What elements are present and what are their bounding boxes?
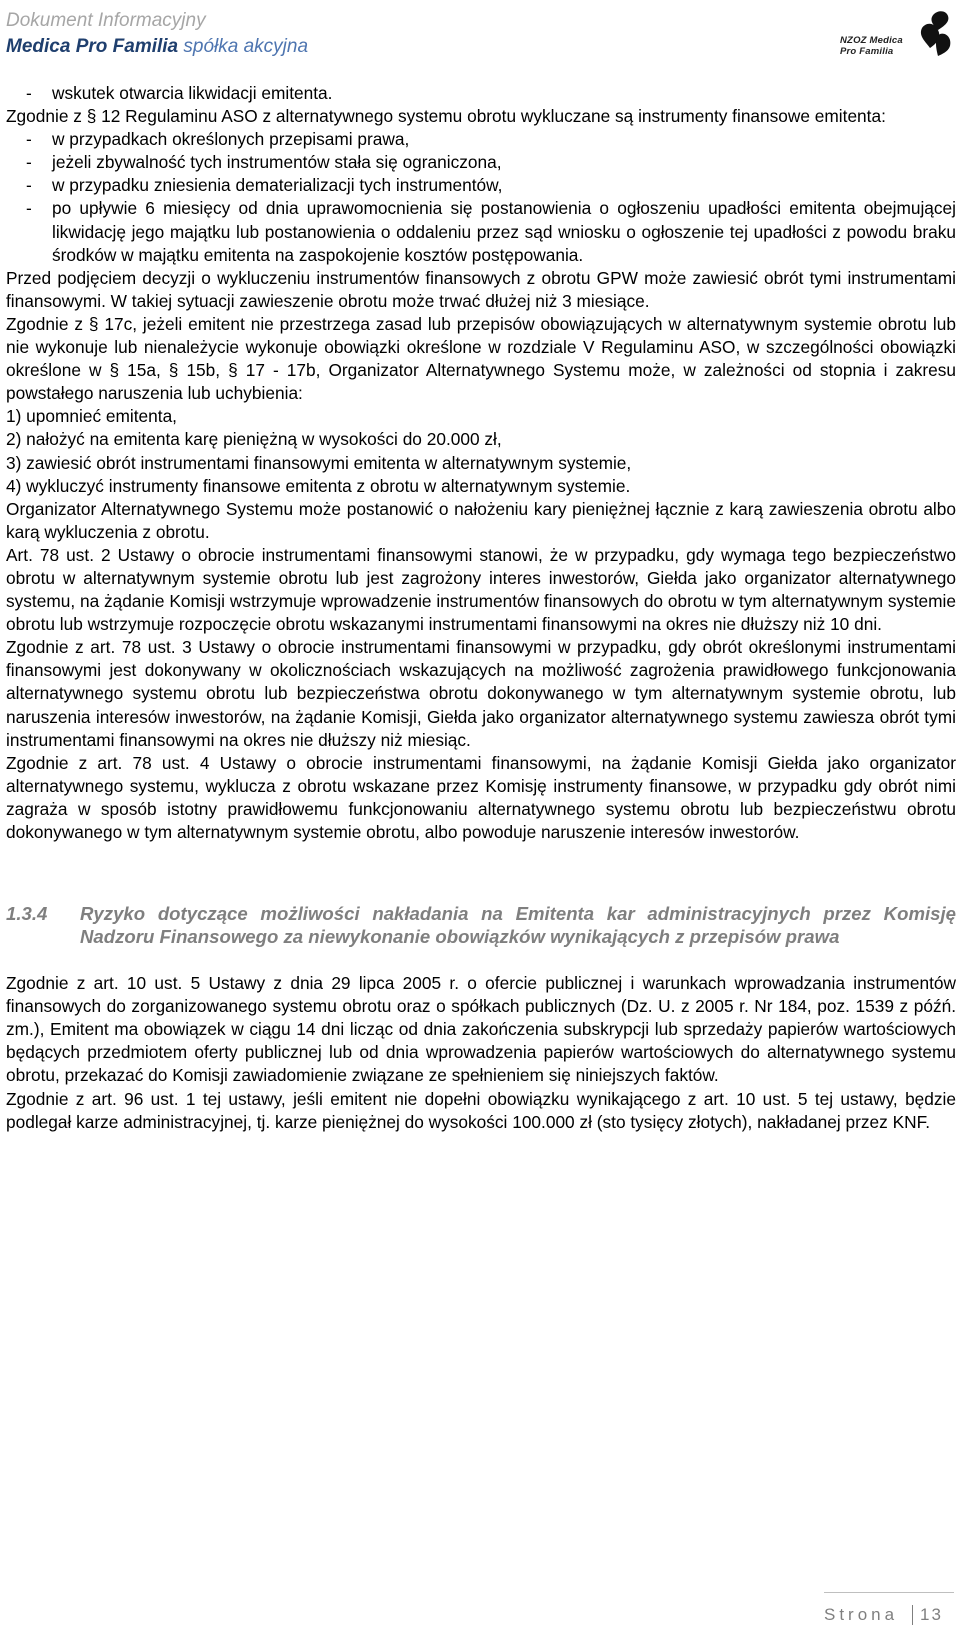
company-name-bold: Medica Pro Familia xyxy=(6,36,179,57)
logo-line-2: Pro Familia xyxy=(840,46,894,57)
page-label: Strona xyxy=(824,1605,899,1624)
page-header xyxy=(6,8,956,64)
list-item xyxy=(6,197,956,266)
document-body xyxy=(6,82,956,1134)
list-dash: - xyxy=(26,152,32,173)
list-item xyxy=(6,82,956,105)
list-item xyxy=(6,174,956,197)
page-separator xyxy=(912,1605,913,1625)
paragraph: Zgodnie z art. 96 ust. 1 tej ustawy, jeśli emitent nie dopełni obowiązku wynikającego z art. 10 ust. 5 tej ustawy, będzie podlegał karze administracyjnej, tj. karze pieniężnej do wysokości 100.000 zł (sto tysięcy złotych), nakładanej przez KNF. xyxy=(6,1088,956,1132)
list-item-text: wskutek otwarcia likwidacji emitenta. xyxy=(52,83,333,103)
paragraph: Zgodnie z art. 78 ust. 3 Ustawy o obrocie instrumentami finansowymi w przypadku, gdy obrót określonymi instrumentami finansowymi jest dokonywany w okolicznościach wskazujących na możliwość zagrożenia prawidłowego funkcjonowania alternatywnego systemu obrotu lub bezpieczeństwa obrotu dokonywanego w tym alternatywnym systemie obrotu, lub naruszenia interesów inwestorów, na żądanie Komisji, Giełda jako organizator alternatywnego systemu zawiesza obrót tymi instrumentami finansowymi na okres nie dłuższy niż miesiąc. xyxy=(6,637,956,750)
list-item-text: w przypadkach określonych przepisami prawa, xyxy=(52,129,410,150)
document-title: Dokument Informacyjny xyxy=(6,10,206,31)
paragraph: Zgodnie z § 12 Regulaminu ASO z alternatywnego systemu obrotu wykluczane są instrumenty finansowe emitenta: xyxy=(6,106,886,127)
list-item xyxy=(6,128,956,151)
section-number: 1.3.4 xyxy=(6,903,48,925)
logo-text xyxy=(840,35,903,57)
section-spacer xyxy=(6,948,956,972)
list-dash: - xyxy=(26,175,32,196)
paragraph: 2) nałożyć na emitenta karę pieniężną w wysokości do 20.000 zł, xyxy=(6,429,502,450)
list-item-text: po upływie 6 miesięcy od dnia uprawomocnienia się postanowienia o ogłoszeniu upadłości emitenta obejmującej likwidację jego majątku lub postanowienia o oddaleniu przez sąd wniosku o ogłoszenie tej upadłości z powodu braku środków w majątku emitenta na zaspokojenie kosztów postępowania. xyxy=(52,198,956,265)
paragraph: 3) zawiesić obrót instrumentami finansowymi emitenta w alternatywnym systemie, xyxy=(6,452,632,473)
list-dash: - xyxy=(26,83,32,103)
paragraph: Zgodnie z art. 10 ust. 5 Ustawy z dnia 29 lipca 2005 r. o ofercie publicznej i warunkach wprowadzania instrumentów finansowych do zorganizowanego systemu obrotu oraz o spółkach publicznych (Dz. U. z 2005 r. Nr 184, poz. 1539 z późń. zm.), Emitent ma obowiązek w ciągu 14 dni licząc od dnia zakończenia subskrypcji lub sprzedaży papierów wartościowych będących przedmiotem oferty publicznej lub od dnia wprowadzenia papierów wartościowych do alternatywnego systemu obrotu, przekazać do Komisji zawiadomienie związane ze spełnieniem się niniejszych faktów. xyxy=(6,973,956,1086)
list-item-text: jeżeli zbywalność tych instrumentów stała się ograniczona, xyxy=(52,152,502,173)
paragraph: Art. 78 ust. 2 Ustawy o obrocie instrumentami finansowymi stanowi, że w przypadku, gdy wymaga tego bezpieczeństwo obrotu w alternatywnym systemie obrotu lub jest zagrożony interes inwestorów, Giełda jako organizator alternatywnego systemu, na żądanie Komisji wstrzymuje wprowadzenie instrumentów finansowych do obrotu w tym alternatywnym systemie obrotu lub wstrzymuje rozpoczęcie obrotu wskazanymi instrumentami finansowymi na okres nie dłuższy niż 10 dni. xyxy=(6,544,956,635)
paragraph: 4) wykluczyć instrumenty finansowe emitenta z obrotu w alternatywnym systemie. xyxy=(6,475,631,496)
list-dash: - xyxy=(26,198,32,219)
page-footer xyxy=(824,1592,954,1629)
company-logo xyxy=(838,8,956,68)
paragraph: Zgodnie z art. 78 ust. 4 Ustawy o obrocie instrumentami finansowymi, na żądanie Komisji Giełda jako organizator alternatywnego systemu, wyklucza z obrotu wskazane przez Komisję instrumenty finansowe, w przypadku gdy obrót nimi zagraża w sposób istotny prawidłowemu funkcjonowaniu alternatywnego systemu obrotu lub bezpieczeństwu obrotu dokonywanego w tym alternatywnym systemie obrotu, albo powoduje naruszenie interesów inwestorów. xyxy=(6,752,956,842)
section-heading xyxy=(6,902,956,948)
logo-line-1: NZOZ Medica xyxy=(840,35,903,46)
list-item xyxy=(6,151,956,174)
paragraph: 1) upomnieć emitenta, xyxy=(6,406,177,427)
list-item-text: w przypadku zniesienia dematerializacji tych instrumentów, xyxy=(52,175,503,196)
list-dash: - xyxy=(26,129,32,150)
paragraph: Organizator Alternatywnego Systemu może postanowić o nałożeniu kary pieniężnej łącznie z karą zawieszenia obrotu albo karą wykluczenia z obrotu. xyxy=(6,498,956,542)
paragraph: Zgodnie z § 17c, jeżeli emitent nie przestrzega zasad lub przepisów obowiązujących w alternatywnym systemie obrotu lub nie wykonuje lub nienależycie wykonuje obowiązki określone w rozdziale V Regulaminu ASO, w szczególności obowiązki określone w § 15a, § 15b, § 17 - 17b, Organizator Alternatywnego Systemu może, w zależności od stopnia i zakresu powstałego naruszenia lub uchybienia: xyxy=(6,313,956,404)
page-number: 13 xyxy=(920,1605,943,1624)
paragraph: Przed podjęciem decyzji o wykluczeniu instrumentów finansowych z obrotu GPW może zawiesić obrót tymi instrumentami finansowymi. W takiej sytuacji zawieszenie obrotu może trwać dłużej niż 3 miesiące. xyxy=(6,267,956,311)
section-title: Ryzyko dotyczące możliwości nakładania na Emitenta kar administracyjnych przez Komisję Nadzoru Finansowego za niewykonanie obowiązków wynikających z przepisów prawa xyxy=(80,903,956,948)
company-name xyxy=(6,36,308,58)
company-name-rest: spółka akcyjna xyxy=(183,36,309,57)
section-spacer xyxy=(6,844,956,902)
